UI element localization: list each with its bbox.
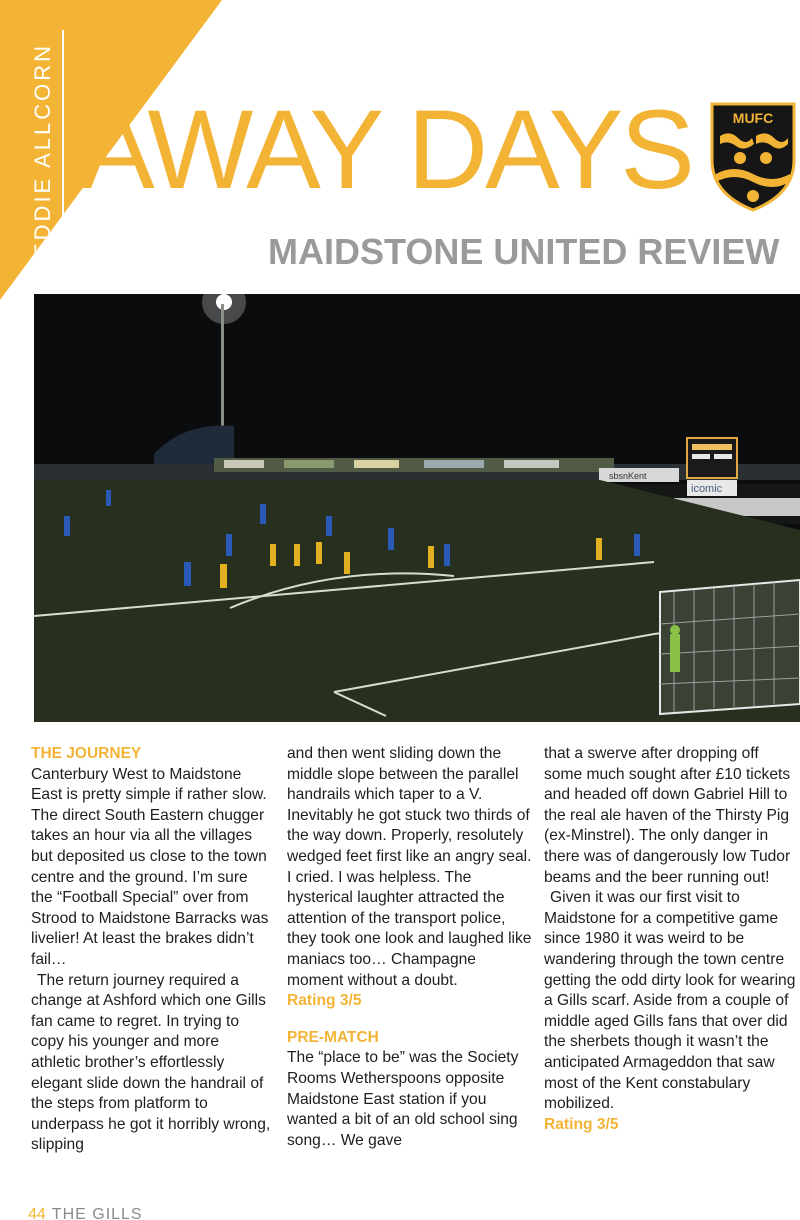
article-column-3 — [544, 744, 798, 1135]
journey-paragraph-2: The return journey required a change at Ashford which one Gills fan came to regret. In trying to copy his younger and more athletic brother’s effortlessly elegant slide down the handrail of the steps from platform to underpass he got it horribly wrong, slipping — [31, 971, 271, 1154]
journey-rating: Rating 3/5 — [287, 992, 362, 1010]
article-column-2 — [287, 744, 533, 1151]
page-number: 44 — [28, 1206, 46, 1220]
page-title: AWAY DAYS — [80, 87, 692, 212]
prematch-paragraph-1: The “place to be” was the Society Rooms Wetherspoons opposite Maidstone East station if you wanted a bit of an old school sing song… We gave — [287, 1049, 519, 1149]
magazine-name: THE GILLS — [51, 1206, 143, 1220]
author-byline: EDDIE ALLCORN — [30, 42, 55, 258]
byline-rule — [62, 30, 64, 262]
journey-paragraph-1: Canterbury West to Maidstone East is pretty simple if rather slow. The direct South Eastern chugger takes an hour via all the villages but deposited us close to the town centre and the ground. I’m sure the “Football Special” over from Strood to Maidstone Barracks was livelier! At least the brakes didn’t fail… — [31, 765, 269, 968]
journey-paragraph-3: and then went sliding down the middle slope between the parallel handrails which taper to a V. Inevitably he got stuck two thirds of the way down. Properly, resolutely wedged feet first like an angry seal. I cried. I was helpless. The hysterical laughter attracted the attention of the transport police, they took one look and laughed like maniacs too… Champagne moment without a doubt. — [287, 745, 532, 989]
stadium-night-photo — [34, 294, 800, 722]
mufc-crest-logo — [708, 102, 798, 212]
page-subtitle: MAIDSTONE UNITED REVIEW — [268, 231, 780, 272]
prematch-paragraph-2: that a swerve after dropping off some much sought after £10 tickets and headed off down Gabriel Hill to the real ale haven of the Thirsty Pig (ex-Minstrel). The only danger in there was of dangerously low Tudor beams and the beer running out! — [544, 745, 791, 886]
prematch-rating: Rating 3/5 — [544, 1115, 619, 1133]
hoarding-text: sbsnKent — [609, 471, 647, 481]
section-heading-prematch: PRE-MATCH — [287, 1028, 379, 1046]
section-heading-journey: THE JOURNEY — [31, 745, 142, 762]
scoreboard-sponsor: icomic — [691, 483, 723, 495]
prematch-paragraph-3: Given it was our first visit to Maidstone for a competitive game since 1980 it was weird to be wandering through the town centre getting the odd dirty look for wearing a Gills scarf. Aside from a couple of middle aged Gills fans that over did the sherbets though it wasn’t the anticipated Armageddon that saw most of the Kent constabulary mobilized. — [544, 889, 796, 1113]
svg-text:MUFC: MUFC — [732, 110, 774, 126]
article-column-1 — [31, 744, 271, 1156]
page-folio — [28, 1206, 143, 1220]
